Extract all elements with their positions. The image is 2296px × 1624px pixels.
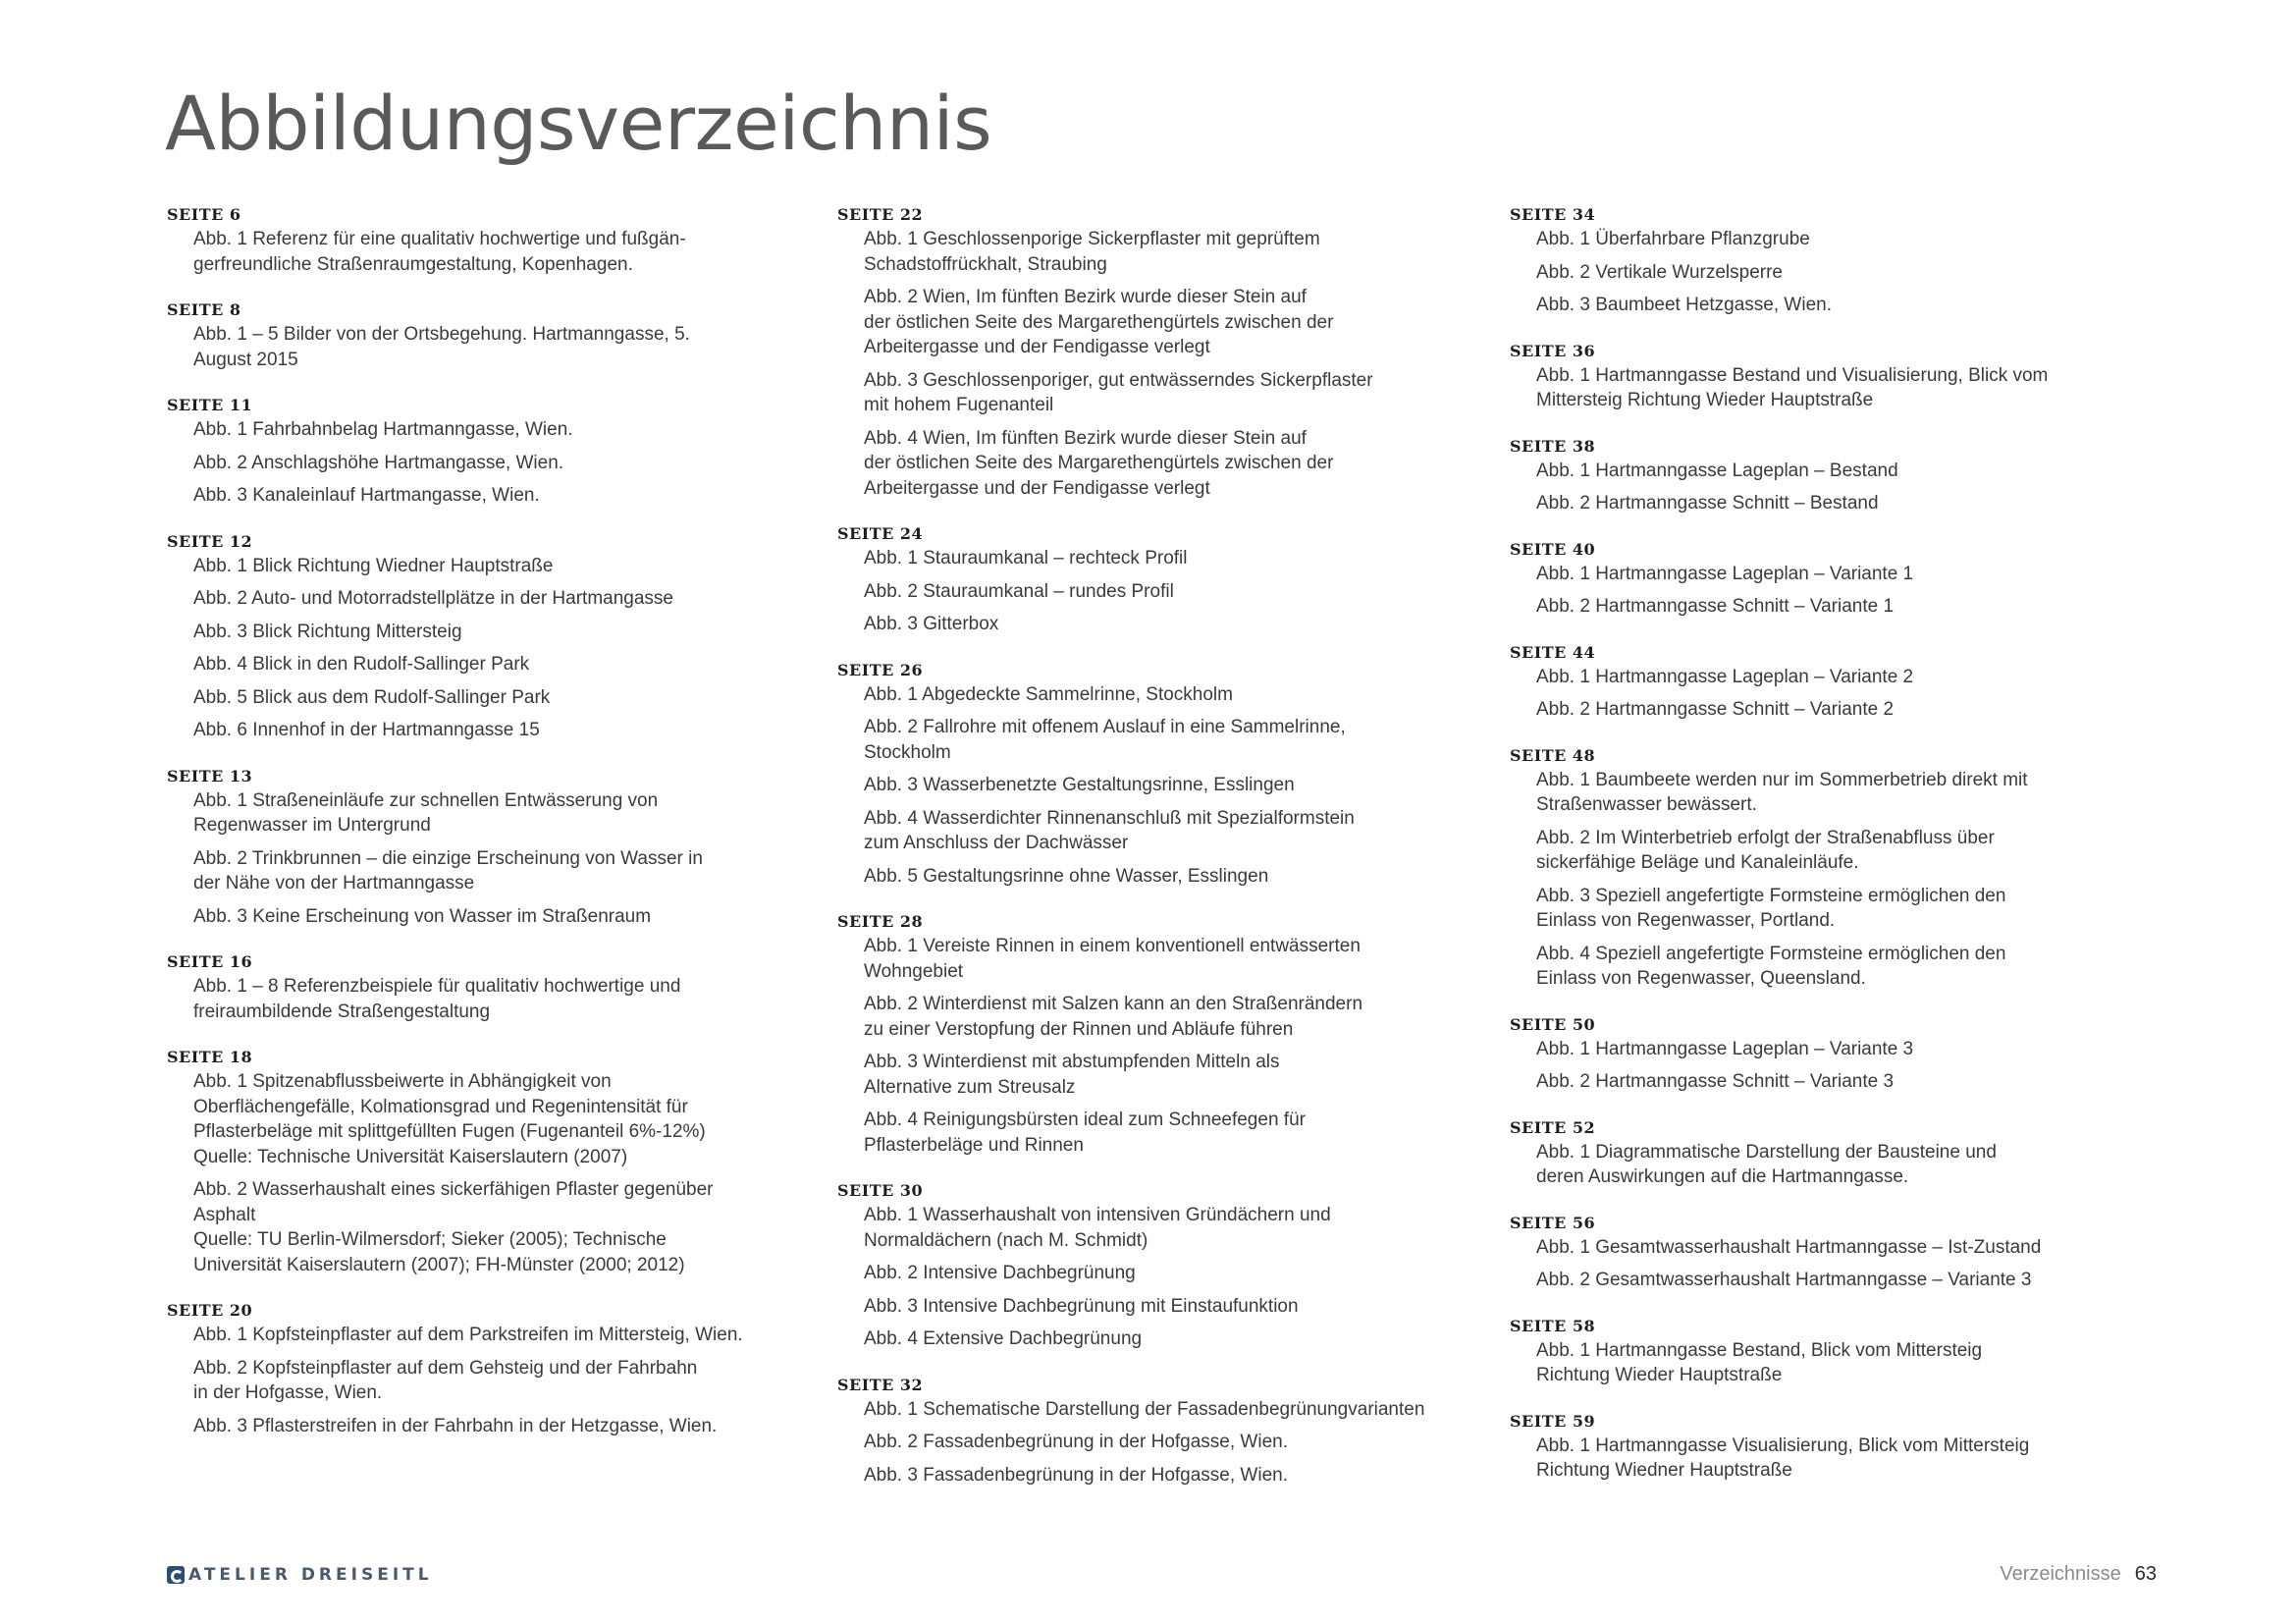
figure-entry: Abb. 2 Winterdienst mit Salzen kann an den Straßenrändern zu einer Verstopfung der Rinnen und Abläufe führen bbox=[864, 994, 1363, 1040]
figure-entry: Abb. 1 Spitzenabflussbeiwerte in Abhängigkeit von Oberflächengefälle, Kolmationsgrad und Regenintensität für Pflasterbeläge mit splittgefüllten Fugen (Fugenanteil 6%-12%) Quelle: Technische Universität Kaiserslautern (2007) bbox=[193, 1071, 706, 1167]
section-page-heading: SEITE 56 bbox=[1510, 1213, 1596, 1232]
index-section bbox=[837, 659, 1475, 890]
page-number: 63 bbox=[2134, 1563, 2157, 1585]
figure-entry: Abb. 2 Fassadenbegrünung in der Hofgasse, Wien. bbox=[864, 1432, 1288, 1452]
footer-section-label: Verzeichnisse bbox=[2000, 1563, 2121, 1585]
index-section bbox=[1510, 340, 2118, 413]
figure-entry: Abb. 1 Straßeneinläufe zur schnellen Entwässerung von Regenwasser im Untergrund bbox=[193, 789, 659, 836]
figure-entry: Abb. 2 Intensive Dachbegrünung bbox=[864, 1263, 1136, 1283]
figure-entry: Abb. 1 Geschlossenporige Sickerpflaster mit geprüftem Schadstoffrückhalt, Straubing bbox=[864, 229, 1320, 275]
figure-entry: Abb. 2 Trinkbrunnen – die einzige Erscheinung von Wasser in der Nähe von der Hartmanngasse bbox=[193, 847, 703, 893]
logo-text: ATELIER DREISEITL bbox=[188, 1565, 433, 1585]
index-section bbox=[1510, 1116, 2118, 1190]
section-page-heading: SEITE 18 bbox=[167, 1048, 253, 1066]
index-section bbox=[1510, 1315, 2118, 1388]
figure-entry: Abb. 1 Vereiste Rinnen in einem konventionell entwässerten Wohngebiet bbox=[864, 936, 1361, 982]
figure-entry: Abb. 1 – 8 Referenzbeispiele für qualitativ hochwertige und freiraumbildende Straßengestaltung bbox=[193, 976, 681, 1022]
figure-entry: Abb. 1 Wasserhaushalt von intensiven Gründächern und Normaldächern (nach M. Schmidt) bbox=[864, 1205, 1331, 1251]
figure-entry: Abb. 2 Hartmanngasse Schnitt – Variante 1 bbox=[1536, 596, 1895, 617]
figure-entry: Abb. 3 Pflasterstreifen in der Fahrbahn in der Hetzgasse, Wien. bbox=[193, 1415, 718, 1436]
index-section bbox=[167, 1299, 815, 1438]
figure-entry: Abb. 4 Wien, Im fünften Bezirk wurde dieser Stein auf der östlichen Seite des Margarethengürtels zwischen der Arbeitergasse und der Fendigasse verlegt bbox=[864, 427, 1334, 499]
figure-entry: Abb. 4 Blick in den Rudolf-Sallinger Park bbox=[193, 654, 530, 675]
figure-entry: Abb. 1 Überfahrbare Pflanzgrube bbox=[1536, 229, 1810, 249]
section-page-heading: SEITE 50 bbox=[1510, 1014, 1596, 1034]
figure-entry: Abb. 3 Speziell angefertigte Formsteine ermöglichen den Einlass von Regenwasser, Portland. bbox=[1536, 885, 2006, 931]
section-page-heading: SEITE 59 bbox=[1510, 1411, 1596, 1431]
figure-entry: Abb. 1 – 5 Bilder von der Ortsbegehung. Hartmanngasse, 5. August 2015 bbox=[193, 324, 690, 370]
figure-entry: Abb. 3 Baumbeet Hetzgasse, Wien. bbox=[1536, 295, 1832, 315]
figure-entry: Abb. 1 Blick Richtung Wiedner Hauptstraße bbox=[193, 555, 554, 576]
index-column-2 bbox=[837, 203, 1475, 1509]
figure-entry: Abb. 3 Kanaleinlauf Hartmangasse, Wien. bbox=[193, 485, 540, 506]
section-page-heading: SEITE 48 bbox=[1510, 745, 1596, 765]
index-section bbox=[1510, 1013, 2118, 1095]
section-page-heading: SEITE 13 bbox=[167, 766, 253, 785]
index-section bbox=[837, 203, 1475, 501]
index-section bbox=[837, 522, 1475, 637]
figure-entry: Abb. 1 Gesamtwasserhaushalt Hartmanngasse – Ist-Zustand bbox=[1536, 1236, 2042, 1258]
figure-entry: Abb. 2 Gesamtwasserhaushalt Hartmanngasse – Variante 3 bbox=[1536, 1270, 2032, 1290]
figure-entry: Abb. 1 Hartmanngasse Lageplan – Variante 3 bbox=[1536, 1038, 1914, 1059]
section-page-heading: SEITE 8 bbox=[167, 300, 241, 319]
figure-entry: Abb. 6 Innenhof in der Hartmanngasse 15 bbox=[193, 720, 540, 740]
section-page-heading: SEITE 32 bbox=[837, 1375, 924, 1394]
figure-entry: Abb. 3 Winterdienst mit abstumpfenden Mitteln als Alternative zum Streusalz bbox=[864, 1052, 1280, 1098]
index-section bbox=[837, 1179, 1475, 1352]
figure-entry: Abb. 4 Speziell angefertigte Formsteine ermöglichen den Einlass von Regenwasser, Queensland. bbox=[1536, 943, 2006, 989]
section-page-heading: SEITE 24 bbox=[837, 524, 924, 543]
index-section bbox=[167, 1046, 815, 1277]
section-page-heading: SEITE 20 bbox=[167, 1301, 253, 1320]
figure-entry: Abb. 1 Hartmanngasse Bestand und Visualisierung, Blick vom Mittersteig Richtung Wieder Hauptstraße bbox=[1536, 364, 2049, 410]
figure-entry: Abb. 1 Hartmanngasse Lageplan – Variante 1 bbox=[1536, 563, 1914, 584]
figure-entry: Abb. 2 Wasserhaushalt eines sickerfähigen Pflaster gegenüber Asphalt Quelle: TU Berlin-Wilmersdorf; Sieker (2005); Technische Universität Kaiserslautern (2007); FH-Münster (2000; 2012) bbox=[193, 1179, 714, 1275]
section-page-heading: SEITE 40 bbox=[1510, 539, 1596, 559]
figure-entry: Abb. 1 Referenz für eine qualitativ hochwertige und fußgän- gerfreundliche Straßenraumgestaltung, Kopenhagen. bbox=[193, 229, 686, 275]
atelier-dreiseitl-logo bbox=[167, 1565, 433, 1585]
figure-entry: Abb. 1 Fahrbahnbelag Hartmanngasse, Wien. bbox=[193, 419, 573, 440]
section-page-heading: SEITE 6 bbox=[167, 205, 241, 224]
index-column-1 bbox=[167, 203, 815, 1460]
index-section bbox=[167, 394, 815, 509]
figure-entry: Abb. 3 Blick Richtung Mittersteig bbox=[193, 621, 462, 642]
figure-entry: Abb. 2 Wien, Im fünften Bezirk wurde dieser Stein auf der östlichen Seite des Margarethengürtels zwischen der Arbeitergasse und der Fendigasse verlegt bbox=[864, 287, 1334, 357]
index-section bbox=[1510, 203, 2118, 318]
figure-entry: Abb. 2 Hartmanngasse Schnitt – Bestand bbox=[1536, 493, 1879, 514]
figure-entry: Abb. 2 Fallrohre mit offenem Auslauf in eine Sammelrinne, Stockholm bbox=[864, 717, 1346, 763]
figure-entry: Abb. 1 Hartmanngasse Bestand, Blick vom Mittersteig Richtung Wieder Hauptstraße bbox=[1536, 1339, 1983, 1385]
figure-entry: Abb. 5 Gestaltungsrinne ohne Wasser, Esslingen bbox=[864, 865, 1269, 887]
figure-entry: Abb. 2 Auto- und Motorradstellplätze in der Hartmangasse bbox=[193, 588, 673, 609]
index-section bbox=[837, 1374, 1475, 1489]
index-section bbox=[1510, 641, 2118, 723]
index-section bbox=[167, 950, 815, 1024]
figure-entry: Abb. 4 Extensive Dachbegrünung bbox=[864, 1328, 1143, 1349]
figure-entry: Abb. 3 Intensive Dachbegrünung mit Einstaufunktion bbox=[864, 1295, 1299, 1317]
figure-entry: Abb. 1 Hartmanngasse Lageplan – Variante 2 bbox=[1536, 666, 1914, 687]
index-section bbox=[1510, 1410, 2118, 1484]
section-page-heading: SEITE 22 bbox=[837, 205, 924, 224]
figure-entry: Abb. 1 Stauraumkanal – rechteck Profil bbox=[864, 548, 1188, 568]
figure-entry: Abb. 1 Baumbeete werden nur im Sommerbetrieb direkt mit Straßenwasser bewässert. bbox=[1536, 769, 2028, 815]
figure-entry: Abb. 3 Fassadenbegrünung in der Hofgasse, Wien. bbox=[864, 1464, 1288, 1486]
figure-entry: Abb. 1 Hartmanngasse Visualisierung, Blick vom Mittersteig Richtung Wiedner Hauptstraße bbox=[1536, 1435, 2030, 1481]
section-page-heading: SEITE 11 bbox=[167, 396, 253, 414]
index-section bbox=[1510, 744, 2118, 992]
index-section bbox=[1510, 1212, 2118, 1293]
figure-entry: Abb. 1 Abgedeckte Sammelrinne, Stockholm bbox=[864, 683, 1233, 705]
page-footer bbox=[2000, 1563, 2157, 1586]
section-page-heading: SEITE 44 bbox=[1510, 642, 1596, 662]
figure-entry: Abb. 4 Reinigungsbürsten ideal zum Schneefegen für Pflasterbeläge und Rinnen bbox=[864, 1110, 1306, 1156]
figure-entry: Abb. 3 Gitterbox bbox=[864, 614, 999, 634]
index-section bbox=[837, 910, 1475, 1158]
figure-entry: Abb. 3 Keine Erscheinung von Wasser im Straßenraum bbox=[193, 905, 652, 927]
section-page-heading: SEITE 34 bbox=[1510, 205, 1596, 224]
figure-entry: Abb. 4 Wasserdichter Rinnenanschluß mit Spezialformstein zum Anschluss der Dachwässer bbox=[864, 807, 1355, 853]
index-section bbox=[167, 298, 815, 372]
index-section bbox=[1510, 538, 2118, 620]
section-page-heading: SEITE 36 bbox=[1510, 341, 1596, 360]
figure-entry: Abb. 2 Anschlagshöhe Hartmangasse, Wien. bbox=[193, 452, 564, 473]
section-page-heading: SEITE 16 bbox=[167, 952, 253, 971]
index-section bbox=[167, 765, 815, 930]
index-section bbox=[167, 203, 815, 277]
figure-entry: Abb. 2 Stauraumkanal – rundes Profil bbox=[864, 580, 1174, 602]
section-page-heading: SEITE 38 bbox=[1510, 436, 1596, 456]
figure-entry: Abb. 3 Geschlossenporiger, gut entwässerndes Sickerpflaster mit hohem Fugenanteil bbox=[864, 369, 1373, 415]
section-page-heading: SEITE 26 bbox=[837, 660, 924, 679]
page-title: Abbildungsverzeichnis bbox=[165, 80, 992, 167]
figure-entry: Abb. 1 Hartmanngasse Lageplan – Bestand bbox=[1536, 460, 1898, 481]
index-column-3 bbox=[1510, 203, 2118, 1505]
figure-entry: Abb. 1 Diagrammatische Darstellung der Bausteine und deren Auswirkungen auf die Hartmanngasse. bbox=[1536, 1141, 1997, 1187]
section-page-heading: SEITE 12 bbox=[167, 531, 253, 551]
section-page-heading: SEITE 30 bbox=[837, 1181, 924, 1200]
figure-entry: Abb. 1 Schematische Darstellung der Fassadenbegrünungvarianten bbox=[864, 1398, 1425, 1420]
section-page-heading: SEITE 52 bbox=[1510, 1117, 1596, 1137]
figure-entry: Abb. 2 Im Winterbetrieb erfolgt der Straßenabfluss über sickerfähige Beläge und Kanaleinläufe. bbox=[1536, 827, 1995, 873]
section-page-heading: SEITE 28 bbox=[837, 912, 924, 931]
index-section bbox=[1510, 435, 2118, 516]
section-page-heading: SEITE 58 bbox=[1510, 1316, 1596, 1335]
figure-entry: Abb. 5 Blick aus dem Rudolf-Sallinger Park bbox=[193, 686, 551, 708]
figure-entry: Abb. 2 Kopfsteinpflaster auf dem Gehsteig und der Fahrbahn in der Hofgasse, Wien. bbox=[193, 1357, 698, 1403]
index-section bbox=[167, 530, 815, 743]
figure-entry: Abb. 2 Hartmanngasse Schnitt – Variante 3 bbox=[1536, 1071, 1895, 1092]
figure-entry: Abb. 1 Kopfsteinpflaster auf dem Parkstreifen im Mittersteig, Wien. bbox=[193, 1325, 743, 1345]
figure-entry: Abb. 2 Vertikale Wurzelsperre bbox=[1536, 261, 1783, 283]
figure-entry: Abb. 3 Wasserbenetzte Gestaltungsrinne, Esslingen bbox=[864, 775, 1295, 795]
figure-entry: Abb. 2 Hartmanngasse Schnitt – Variante 2 bbox=[1536, 699, 1895, 720]
logo-mark-icon bbox=[167, 1566, 185, 1584]
